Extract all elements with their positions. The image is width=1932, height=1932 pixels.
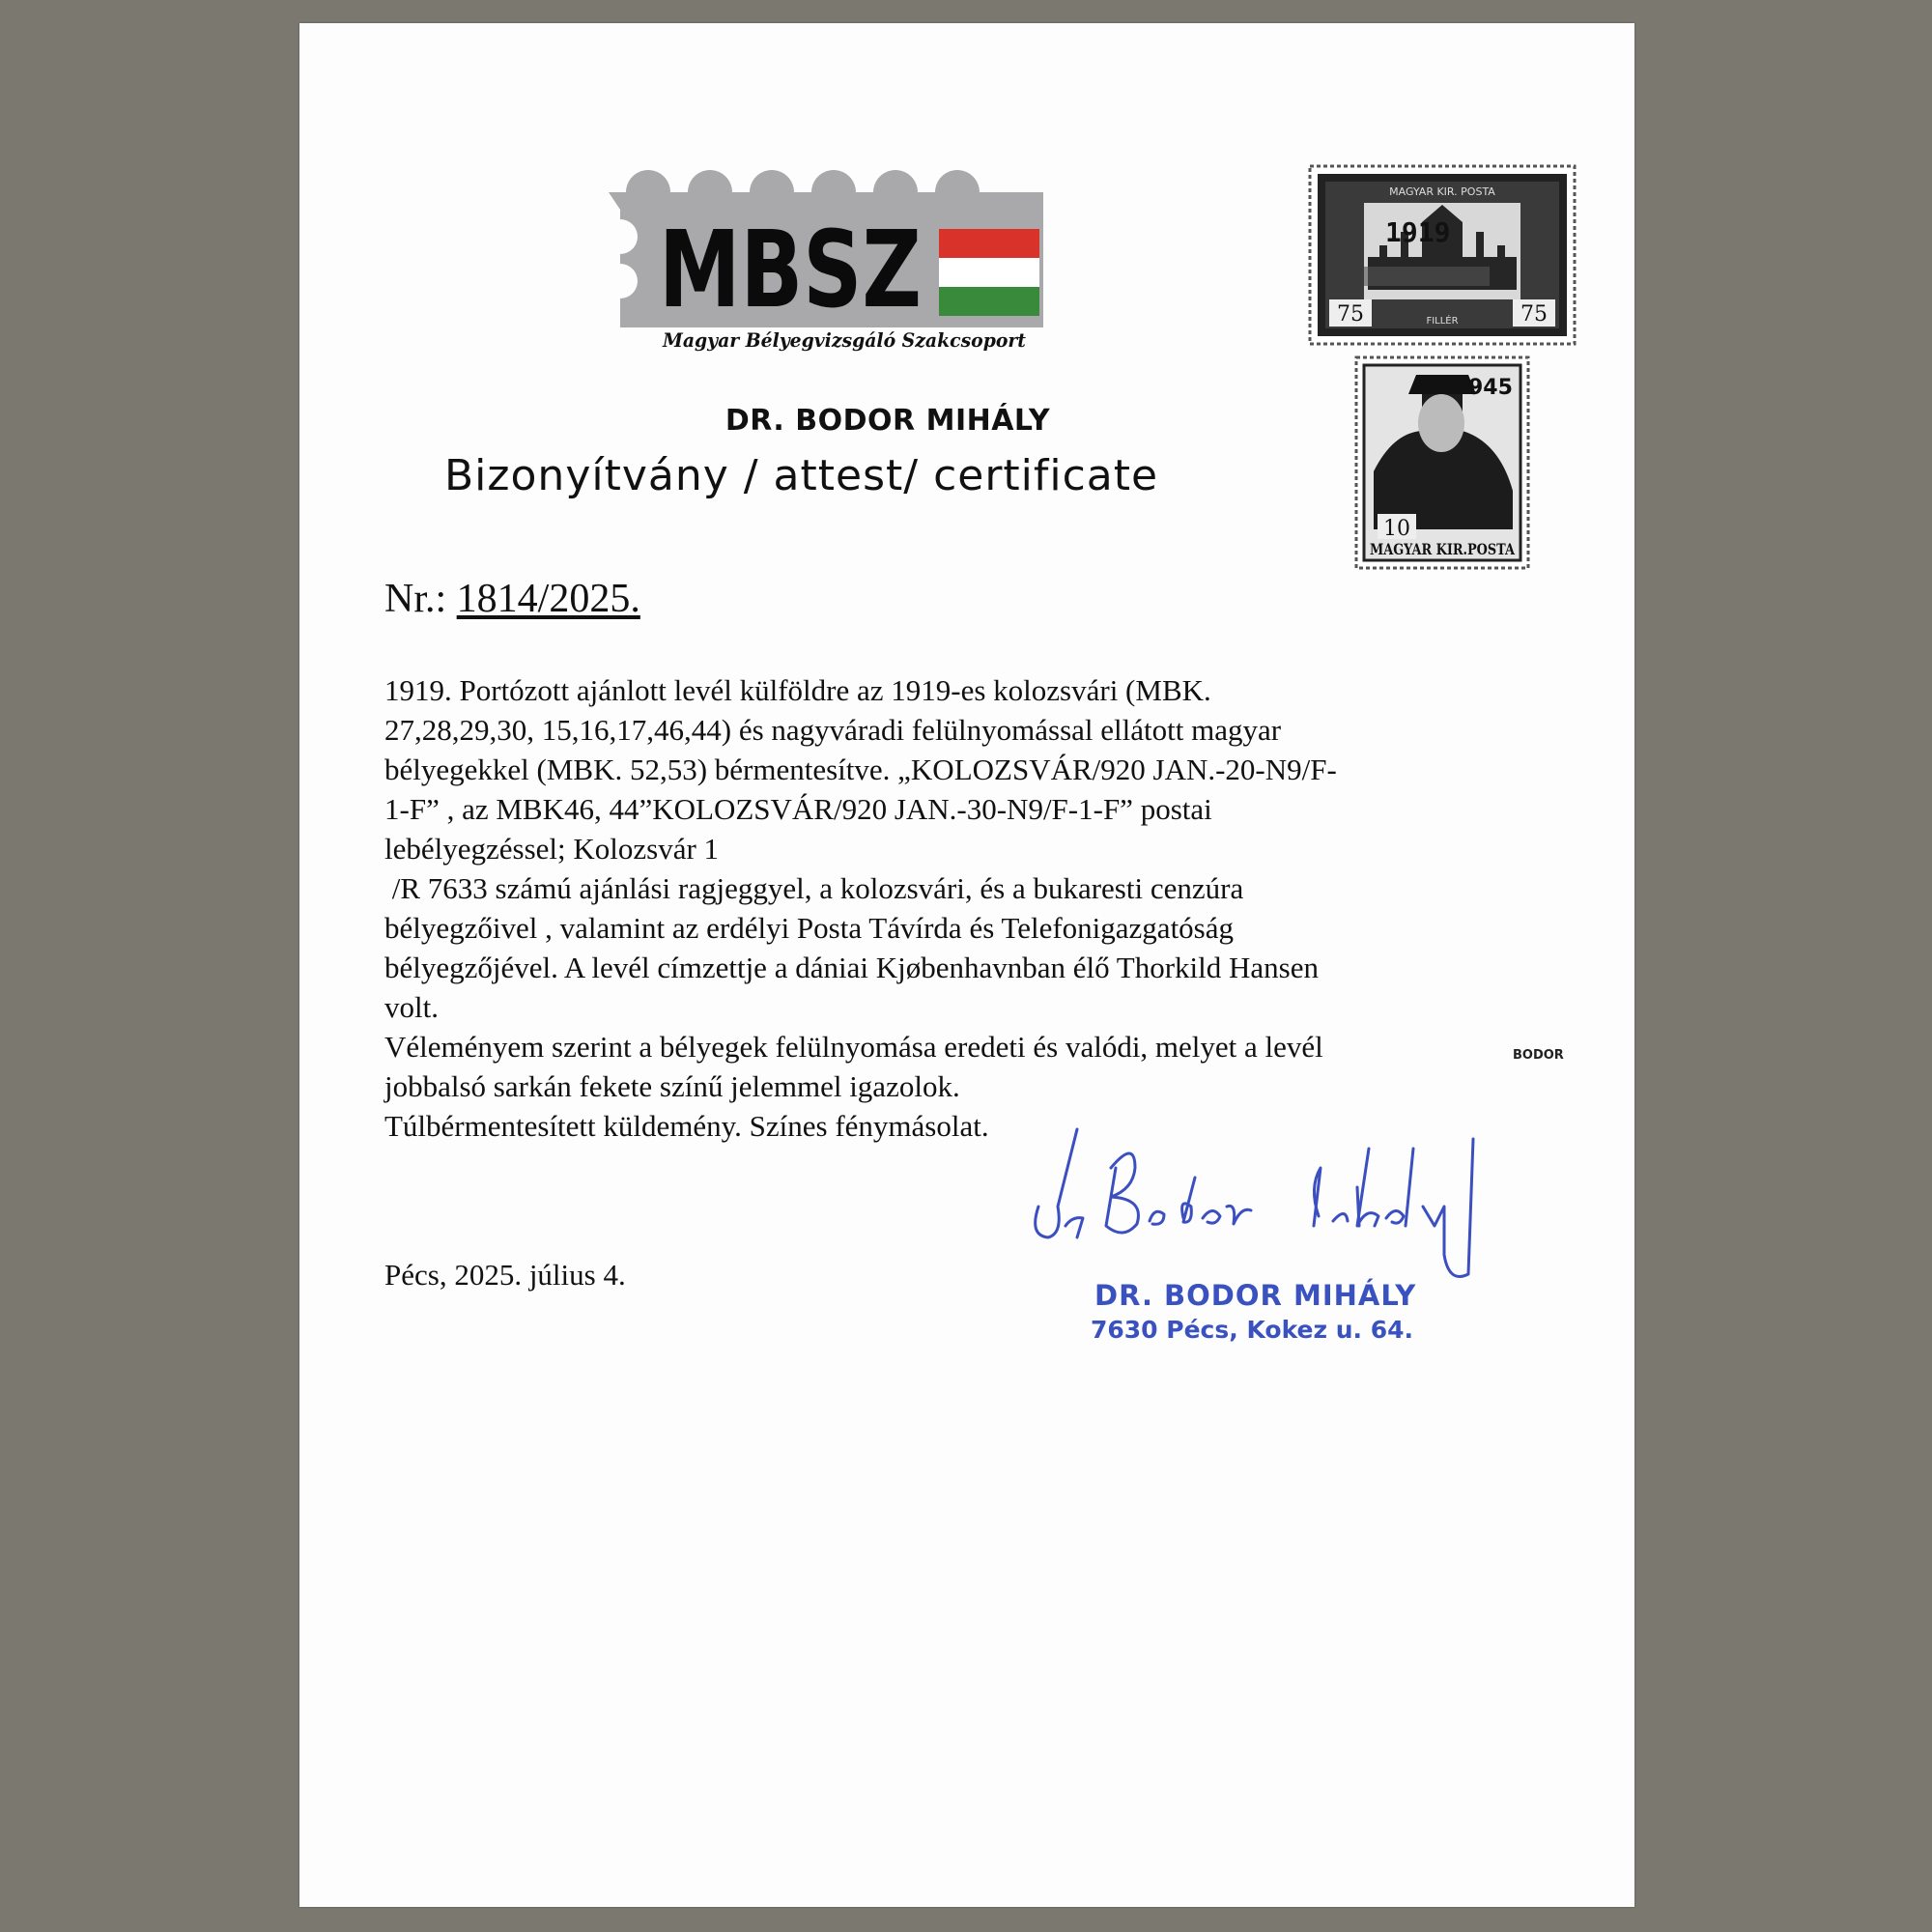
body-line: volt.	[384, 990, 439, 1024]
number-label: Nr.:	[384, 577, 447, 621]
certificate-title: Bizonyítvány / attest/ certificate	[444, 451, 1159, 500]
stamp2-overprint-year: 945	[1468, 376, 1513, 400]
stamp1-header: MAGYAR KIR. POSTA	[1389, 185, 1495, 198]
stamp-parliament-image	[1308, 164, 1577, 346]
body-line: 1-F” , az MBK46, 44”KOLOZSVÁR/920 JAN.-30-N9/F-1-F” postai	[384, 792, 1212, 826]
body-line: /R 7633 számú ajánlási ragjeggyel, a kolozsvári, és a bukaresti cenzúra	[384, 871, 1244, 905]
body-line: jobbalsó sarkán fekete színű jelemmel igazolok.	[384, 1069, 960, 1103]
certificate-number	[384, 576, 640, 622]
body-line: 27,28,29,30, 15,16,17,46,44) és nagyváradi felülnyomással ellátott magyar	[384, 713, 1282, 747]
logo-abbreviation: MBSZ	[659, 208, 922, 331]
stamp1-value-right: 75	[1520, 302, 1548, 327]
body-line: bélyegzőivel , valamint az erdélyi Posta Távírda és Telefonigazgatóság	[384, 911, 1235, 945]
body-line: Véleményem szerint a bélyegek felülnyomása eredeti és valódi, melyet a levél	[384, 1030, 1323, 1064]
stamp2-value: 10	[1383, 517, 1410, 541]
address-stamp	[1091, 1279, 1417, 1344]
body-line: 1919. Portózott ajánlott levél külföldre az 1919-es kolozsvári (MBK.	[384, 673, 1211, 707]
certificate-body	[384, 670, 1534, 1146]
certificate-sheet	[299, 23, 1634, 1907]
body-line: bélyegzőjével. A levél címzettje a dániai Kjøbenhavnban élő Thorkild Hansen	[384, 951, 1319, 984]
stamp2-footer: MAGYAR KIR.POSTA	[1370, 540, 1516, 558]
logo-full-name: Magyar Bélyegvizsgáló Szakcsoport	[662, 328, 1027, 352]
mbsz-logo	[609, 154, 1043, 361]
stamp-portrait-image	[1354, 355, 1530, 570]
stamp1-currency: FILLÉR	[1426, 316, 1459, 327]
stamp1-value-left: 75	[1337, 302, 1364, 327]
place-date: Pécs, 2025. július 4.	[384, 1258, 626, 1292]
handwritten-signature	[1019, 1129, 1526, 1303]
address-stamp-address: 7630 Pécs, Kokez u. 64.	[1091, 1316, 1414, 1344]
stamp1-overprint-year: 1919	[1385, 216, 1451, 248]
address-stamp-name: DR. BODOR MIHÁLY	[1094, 1279, 1417, 1312]
body-line: bélyegekkel (MBK. 52,53) bérmentesítve. „KOLOZSVÁR/920 JAN.-20-N9/F-	[384, 753, 1337, 786]
expert-mark: BODOR	[1513, 1048, 1564, 1063]
body-line: lebélyegzéssel; Kolozsvár 1	[384, 832, 720, 866]
expert-name: DR. BODOR MIHÁLY	[724, 404, 1051, 438]
number-value: 1814/2025.	[456, 577, 640, 621]
body-line: Túlbérmentesített küldemény. Színes fénymásolat.	[384, 1109, 989, 1143]
